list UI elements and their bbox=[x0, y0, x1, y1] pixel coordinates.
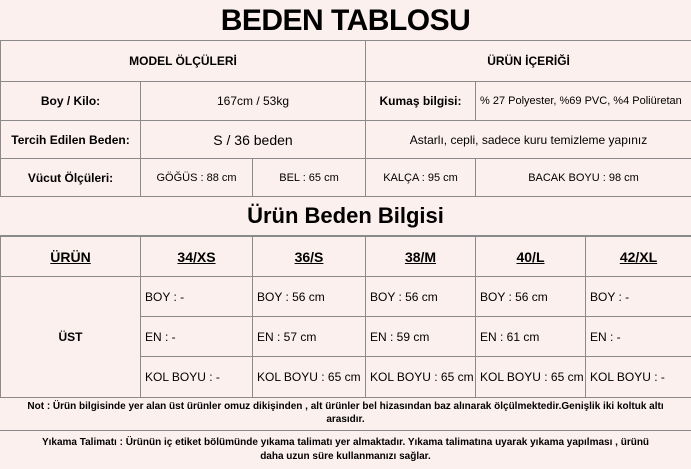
hip-measurement: KALÇA : 95 cm bbox=[366, 159, 476, 197]
width-38m: EN : 59 cm bbox=[366, 317, 476, 357]
size-header-40l: 40/L bbox=[476, 237, 586, 277]
width-36s: EN : 57 cm bbox=[253, 317, 366, 357]
washing-instructions-line1: Yıkama Talimatı : Ürünün iç etiket bölümünde yıkama talimatı yer almaktadır. Yıkama talimatına uyarak yıkama yapılması , ürünü bbox=[41, 437, 650, 448]
sleeve-length-42xl: KOL BOYU : - bbox=[586, 357, 691, 398]
length-42xl: BOY : - bbox=[586, 277, 691, 317]
width-40l: EN : 61 cm bbox=[476, 317, 586, 357]
size-header-34xs: 34/XS bbox=[141, 237, 253, 277]
chest-measurement: GÖĞÜS : 88 cm bbox=[141, 159, 253, 197]
product-column-header: ÜRÜN bbox=[1, 237, 141, 277]
sleeve-length-40l: KOL BOYU : 65 cm bbox=[476, 357, 586, 398]
preferred-size-label: Tercih Edilen Beden: bbox=[1, 121, 141, 159]
height-weight-label: Boy / Kilo: bbox=[1, 82, 141, 121]
length-38m: BOY : 56 cm bbox=[366, 277, 476, 317]
measurement-note-line1: Not : Ürün bilgisinde yer alan üst ürünler omuz dikişinden , alt ürünler bel hizasından baz alınarak ölçülmektedir.Genişlik iki koltuk altı bbox=[27, 401, 664, 412]
category-top: ÜST bbox=[1, 277, 141, 398]
width-34xs: EN : - bbox=[141, 317, 253, 357]
size-header-38m: 38/M bbox=[366, 237, 476, 277]
size-header-42xl: 42/XL bbox=[586, 237, 691, 277]
width-42xl: EN : - bbox=[586, 317, 691, 357]
waist-measurement: BEL : 65 cm bbox=[253, 159, 366, 197]
body-measurements-label: Vücut Ölçüleri: bbox=[1, 159, 141, 197]
fabric-label: Kumaş bilgisi: bbox=[366, 82, 476, 121]
length-34xs: BOY : - bbox=[141, 277, 253, 317]
measurement-note-line2: arasıdır. bbox=[326, 414, 365, 425]
model-measurements-header: MODEL ÖLÇÜLERİ bbox=[1, 41, 366, 82]
preferred-size-value: S / 36 beden bbox=[141, 121, 366, 159]
length-36s: BOY : 56 cm bbox=[253, 277, 366, 317]
fabric-value: % 27 Polyester, %69 PVC, %4 Poliüretan bbox=[476, 82, 691, 121]
product-features: Astarlı, cepli, sadece kuru temizleme yapınız bbox=[366, 121, 691, 159]
page-title: BEDEN TABLOSU bbox=[220, 4, 471, 37]
washing-instructions-line2: daha uzun süre kullanmanızı sağlar. bbox=[260, 451, 431, 462]
size-info-title: Ürün Beden Bilgisi bbox=[0, 197, 691, 236]
washing-instructions bbox=[0, 431, 691, 469]
product-content-header: ÜRÜN İÇERİĞİ bbox=[366, 41, 691, 82]
length-40l: BOY : 56 cm bbox=[476, 277, 586, 317]
leg-length-measurement: BACAK BOYU : 98 cm bbox=[476, 159, 691, 197]
sleeve-length-38m: KOL BOYU : 65 cm bbox=[366, 357, 476, 398]
model-product-table bbox=[0, 40, 691, 197]
size-header-36s: 36/S bbox=[253, 237, 366, 277]
sleeve-length-34xs: KOL BOYU : - bbox=[141, 357, 253, 398]
measurement-note bbox=[0, 397, 691, 431]
height-weight-value: 167cm / 53kg bbox=[141, 82, 366, 121]
size-table bbox=[0, 236, 691, 398]
sleeve-length-36s: KOL BOYU : 65 cm bbox=[253, 357, 366, 398]
